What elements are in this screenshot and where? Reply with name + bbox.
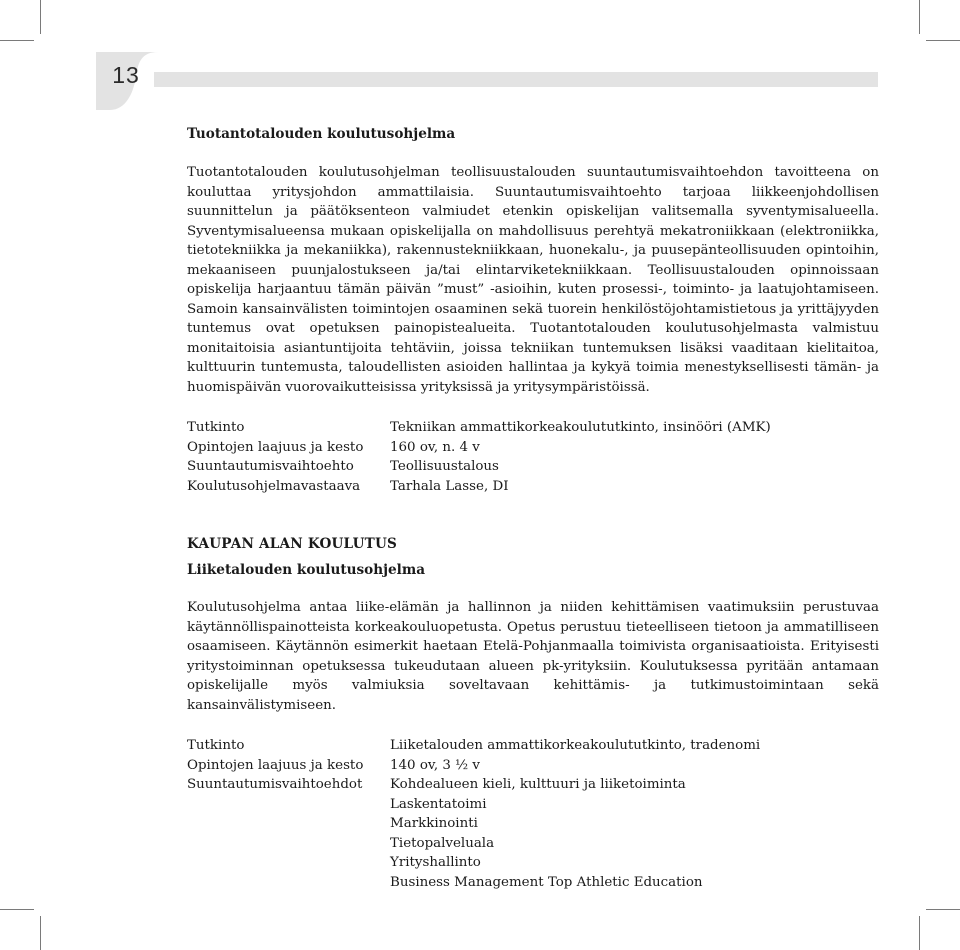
info-label: Suuntautumisvaihtoehdot (187, 777, 363, 792)
info-value: Kohdealueen kieli, kulttuuri ja liiketoiminta (390, 777, 686, 792)
info-row (187, 775, 760, 795)
info-value: Teollisuustalous (390, 459, 499, 474)
info-value: Yrityshallinto (390, 855, 481, 870)
info-value: Liiketalouden ammattikorkeakoulututkinto, tradenomi (390, 738, 761, 753)
info-label (187, 853, 390, 873)
crop-mark (919, 0, 920, 34)
crop-mark (40, 916, 41, 950)
programme-description: Koulutusohjelma antaa liike-elämän ja hallinnon ja niiden kehittämisen vaatimuksiin perustuvaa käytännöllispainotteista korkeakouluopetusta. Opetus perustuu tieteelliseen tietoon ja ammatilliseen osaamiseen. Käytännön esimerkit haetaan Etelä-Pohjanmaalla toimivista organisaatioista. Erityisesti yritystoiminnan opetuksessa tukeudutaan alueen pk-yrityksiin. Koulutuksessa pyritään antamaan opiskelijalle myös valmiuksia soveltavaan kehittämis- ja tutkimustoimintaan sekä kansainvälistymiseen. (187, 600, 879, 713)
crop-mark (0, 909, 34, 910)
crop-mark (926, 909, 960, 910)
header-band (154, 72, 878, 87)
crop-mark (919, 916, 920, 950)
info-label: Tutkinto (187, 420, 245, 435)
info-value: Markkinointi (390, 816, 478, 831)
info-label (187, 814, 390, 834)
programme-title: Tuotantotalouden koulutusohjelma (187, 126, 456, 142)
info-row (187, 853, 760, 873)
programme-title: Liiketalouden koulutusohjelma (187, 562, 426, 578)
programme-description: Tuotantotalouden koulutusohjelman teollisuustalouden suuntautumisvaihtoehdon tavoitteena on kouluttaa yritysjohdon ammattilaisia. Suuntautumisvaihtoehto tarjoaa liikkeenjohdollisen suunnittelun ja päätöksenteon valmiudet etenkin opiskelijan valitsemalla syventymisalueella. Syventymisalueensa mukaan opiskelijalla on mahdollisuus perehtyä mekatroniikkaan (elektroniikka, tietotekniikka ja mekaniikka), rakennustekniikkaan, huonekalu-, ja puusepänteollisuuden opintoihin, mekaaniseen puunjalostukseen ja/tai elintarviketekniikkaan. Teollisuustalouden opinnoissaan opiskelija harjaantuu tämän päivän ”must” -asioihin, kuten prosessi-, toiminto- ja laatujohtamiseen. Samoin kansainvälisten toimintojen osaaminen sekä tuorein henkilöstöjohtamistietous ja yrittäjyyden tuntemus ovat opetuksen painopistealueita. Tuotantotalouden koulutusohjelmasta valmistuu monitaitoisia asiantuntijoita tehtäviin, joissa tekniikan tuntemuksen lisäksi vaaditaan kielitaitoa, kulttuurin tuntemusta, taloudellisten asioiden hallintaa ja kykyä toimia menestyksellisesti tämän- ja huomispäivän vuorovaikutteisissa yrityksissä ja yritysympäristöissä. (187, 165, 879, 395)
crop-mark (926, 40, 960, 41)
info-label (187, 795, 390, 815)
info-row (187, 873, 760, 893)
info-label: Koulutusohjelmavastaava (187, 478, 361, 494)
info-row (187, 418, 771, 438)
section-heading: KAUPAN ALAN KOULUTUS (187, 536, 398, 552)
info-row (187, 834, 760, 854)
info-label: Opintojen laajuus ja kesto (187, 439, 364, 455)
info-label: Opintojen laajuus ja kesto (187, 757, 364, 773)
info-row (187, 736, 760, 756)
info-row (187, 814, 760, 834)
page-content (187, 122, 879, 892)
page-number: 13 (112, 62, 140, 88)
info-row (187, 756, 760, 776)
info-label: Tutkinto (187, 738, 245, 753)
info-value: 160 ov, n. 4 v (390, 439, 480, 455)
info-value: 140 ov, 3 ½ v (390, 757, 480, 773)
info-row (187, 795, 760, 815)
info-value: Business Management Top Athletic Education (390, 874, 703, 890)
info-value: Laskentatoimi (390, 796, 487, 812)
info-row (187, 477, 771, 497)
crop-mark (0, 40, 34, 41)
info-row (187, 457, 771, 477)
info-row (187, 438, 771, 458)
info-value: Tekniikan ammattikorkeakoulututkinto, insinööri (AMK) (390, 420, 771, 435)
crop-mark (40, 0, 41, 34)
programme-info-table (187, 418, 771, 496)
info-label: Suuntautumisvaihtoehto (187, 459, 354, 474)
info-value: Tietopalveluala (390, 835, 495, 851)
info-label (187, 873, 390, 893)
programme-info-table (187, 736, 760, 892)
info-value: Tarhala Lasse, DI (390, 478, 509, 494)
info-label (187, 834, 390, 854)
